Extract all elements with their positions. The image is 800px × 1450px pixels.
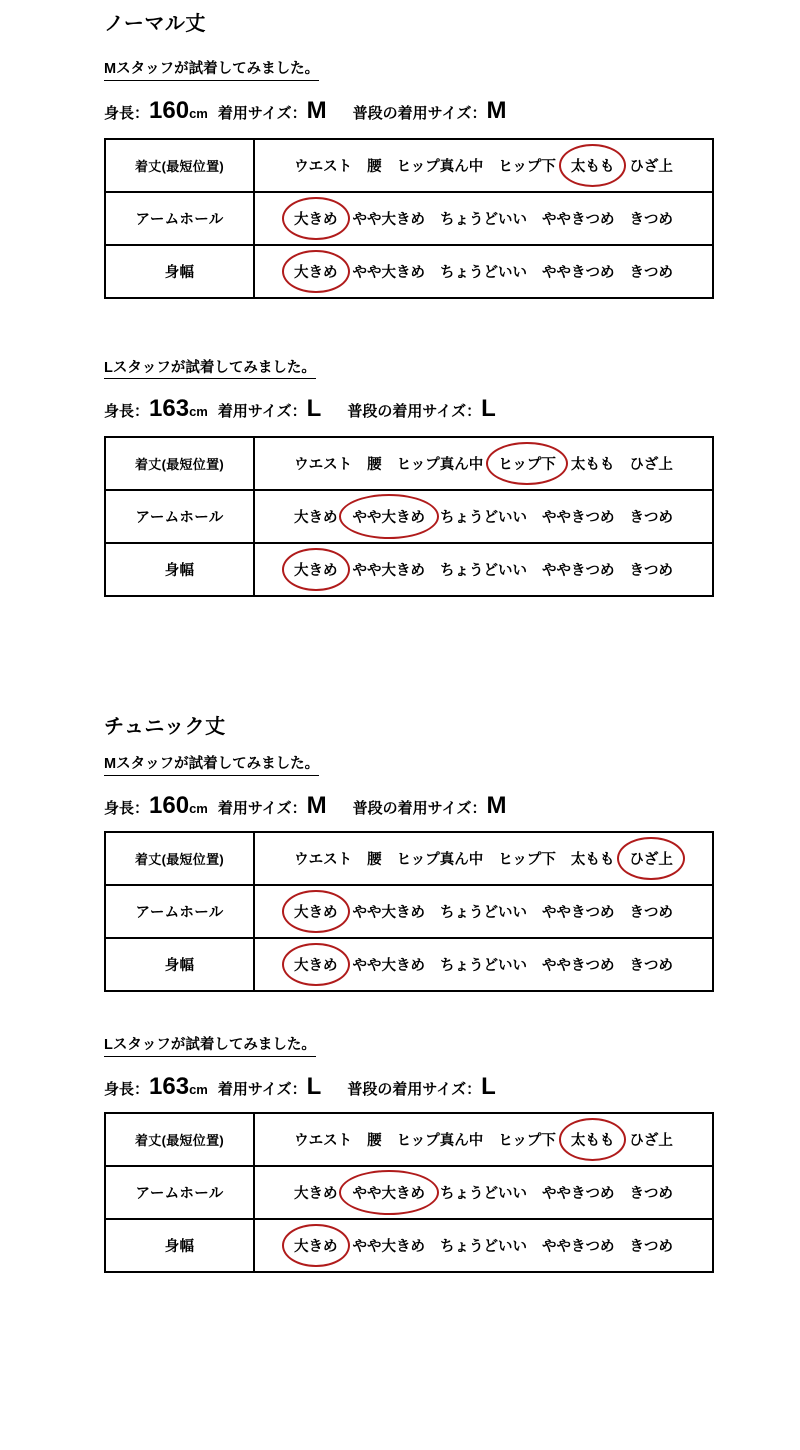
- option[interactable]: ウエスト: [294, 851, 353, 868]
- height-value: 160: [149, 792, 190, 820]
- option[interactable]: ウエスト: [294, 158, 353, 175]
- table-row: [105, 1219, 713, 1272]
- usual-size-value: M: [486, 96, 507, 124]
- option[interactable]: やや大きめ: [352, 904, 425, 921]
- option[interactable]: やや大きめ: [352, 1238, 425, 1255]
- option[interactable]: きつめ: [629, 563, 673, 580]
- fit-table: [104, 1112, 714, 1273]
- table-row: [105, 543, 713, 596]
- section-title: チュニック丈: [104, 716, 226, 739]
- section-title: ノーマル丈: [104, 13, 206, 35]
- table-row: [105, 192, 713, 245]
- height-label: 身長：: [104, 403, 150, 421]
- height-value: 163: [149, 1072, 190, 1100]
- height-unit: cm: [189, 404, 208, 420]
- worn-size-label: 着用サイズ：: [217, 403, 307, 421]
- option[interactable]: 腰: [367, 158, 382, 175]
- option[interactable]: ややきつめ: [542, 563, 615, 580]
- option[interactable]: ヒップ真ん中: [396, 1132, 484, 1149]
- row-options: [254, 885, 713, 938]
- option-selected[interactable]: 太もも: [568, 153, 618, 178]
- option[interactable]: やや大きめ: [352, 957, 425, 974]
- spec-line: [104, 97, 800, 126]
- section-gap: [0, 597, 800, 671]
- option[interactable]: 大きめ: [294, 510, 338, 527]
- height-label: 身長：: [104, 800, 150, 818]
- option[interactable]: ややきつめ: [542, 510, 615, 527]
- staff-heading: Mスタッフが試着してみました。: [104, 755, 319, 776]
- option[interactable]: ややきつめ: [542, 1238, 615, 1255]
- option[interactable]: きつめ: [629, 957, 673, 974]
- option[interactable]: ヒップ下: [498, 851, 556, 868]
- spec-line: [104, 1073, 800, 1102]
- option[interactable]: 腰: [367, 457, 382, 474]
- usual-size-label: 普段の着用サイズ：: [352, 104, 487, 122]
- option[interactable]: ひざ上: [629, 457, 673, 474]
- option-selected[interactable]: ひざ上: [626, 846, 676, 871]
- table-row: [105, 245, 713, 298]
- section-tunic-length: [0, 715, 800, 1272]
- option[interactable]: 腰: [367, 851, 382, 868]
- option[interactable]: ちょうどいい: [440, 563, 527, 580]
- option[interactable]: ちょうどいい: [440, 1185, 527, 1202]
- row-label: 着丈(最短位置): [105, 832, 254, 885]
- table-row: [105, 490, 713, 543]
- worn-size-value: L: [306, 395, 322, 423]
- row-options: [254, 139, 713, 192]
- option[interactable]: きつめ: [629, 1185, 673, 1202]
- option[interactable]: きつめ: [629, 264, 673, 281]
- option[interactable]: やや大きめ: [352, 211, 425, 228]
- height-unit: cm: [189, 801, 208, 817]
- row-label: 着丈(最短位置): [105, 139, 254, 192]
- option[interactable]: ややきつめ: [542, 211, 615, 228]
- option[interactable]: ヒップ下: [498, 1132, 556, 1149]
- usual-size-value: M: [486, 792, 507, 820]
- option[interactable]: ややきつめ: [542, 904, 615, 921]
- option[interactable]: きつめ: [629, 1238, 673, 1255]
- row-options: [254, 192, 713, 245]
- height-value: 163: [149, 395, 190, 423]
- option[interactable]: ややきつめ: [542, 1185, 615, 1202]
- option[interactable]: ちょうどいい: [440, 510, 527, 527]
- table-row: [105, 832, 713, 885]
- height-unit: cm: [189, 105, 208, 121]
- usual-size-label: 普段の着用サイズ：: [347, 1080, 482, 1098]
- option-selected[interactable]: ヒップ下: [495, 451, 559, 476]
- usual-size-value: L: [481, 1072, 496, 1100]
- option[interactable]: 腰: [367, 1132, 382, 1149]
- height-label: 身長：: [104, 104, 150, 122]
- row-label: アームホール: [105, 885, 254, 938]
- option[interactable]: やや大きめ: [352, 563, 425, 580]
- top-spacer: [0, 0, 800, 12]
- usual-size-label: 普段の着用サイズ：: [347, 403, 482, 421]
- option[interactable]: きつめ: [629, 510, 673, 527]
- fit-table: [104, 138, 714, 299]
- fit-table: [104, 436, 714, 597]
- table-row: [105, 139, 713, 192]
- row-label: 身幅: [105, 543, 254, 596]
- option[interactable]: ウエスト: [294, 1132, 353, 1149]
- option[interactable]: ひざ上: [629, 1132, 673, 1149]
- option[interactable]: やや大きめ: [352, 264, 425, 281]
- worn-size-label: 着用サイズ：: [217, 800, 307, 818]
- row-options: [254, 437, 713, 490]
- staff-heading-wrap: [104, 359, 800, 380]
- height-value: 160: [149, 96, 190, 124]
- table-row: [105, 1113, 713, 1166]
- table-row: [105, 1166, 713, 1219]
- option-selected[interactable]: 大きめ: [291, 952, 341, 977]
- row-options: [254, 1113, 713, 1166]
- option[interactable]: 太もも: [570, 851, 615, 868]
- option[interactable]: ヒップ真ん中: [396, 158, 484, 175]
- staff-heading-wrap: [104, 60, 800, 81]
- staff-heading-wrap: [104, 755, 800, 776]
- option-selected[interactable]: やや大きめ: [350, 504, 429, 529]
- option[interactable]: ややきつめ: [542, 264, 615, 281]
- option-selected[interactable]: 大きめ: [291, 557, 341, 582]
- option-selected[interactable]: 大きめ: [291, 899, 341, 924]
- option[interactable]: きつめ: [629, 211, 673, 228]
- option[interactable]: ちょうどいい: [440, 264, 527, 281]
- usual-size-label: 普段の着用サイズ：: [352, 800, 487, 818]
- worn-size-value: L: [306, 1072, 322, 1100]
- option[interactable]: ちょうどいい: [440, 904, 527, 921]
- option[interactable]: 大きめ: [294, 1185, 338, 1202]
- option[interactable]: ひざ上: [629, 158, 673, 175]
- spec-line: [104, 792, 800, 821]
- usual-size-value: L: [481, 395, 496, 423]
- row-label: 着丈(最短位置): [105, 437, 254, 490]
- height-unit: cm: [189, 1081, 208, 1097]
- table-row: [105, 885, 713, 938]
- option[interactable]: ヒップ真ん中: [396, 457, 484, 474]
- fit-table: [104, 831, 714, 992]
- option[interactable]: きつめ: [629, 904, 673, 921]
- height-label: 身長：: [104, 1080, 150, 1098]
- row-label: アームホール: [105, 490, 254, 543]
- row-label: アームホール: [105, 1166, 254, 1219]
- row-options: [254, 832, 713, 885]
- row-label: 着丈(最短位置): [105, 1113, 254, 1166]
- worn-size-label: 着用サイズ：: [217, 1080, 307, 1098]
- worn-size-value: M: [306, 792, 327, 820]
- worn-size-value: M: [306, 96, 327, 124]
- staff-heading: Lスタッフが試着してみました。: [104, 1036, 316, 1057]
- row-options: [254, 1219, 713, 1272]
- table-row: [105, 437, 713, 490]
- staff-heading: Lスタッフが試着してみました。: [104, 359, 316, 380]
- option[interactable]: ややきつめ: [542, 957, 615, 974]
- row-label: 身幅: [105, 938, 254, 991]
- option-selected[interactable]: やや大きめ: [350, 1180, 429, 1205]
- option[interactable]: ヒップ下: [498, 158, 556, 175]
- row-label: 身幅: [105, 1219, 254, 1272]
- worn-size-label: 着用サイズ：: [217, 104, 307, 122]
- row-options: [254, 543, 713, 596]
- row-options: [254, 1166, 713, 1219]
- spec-line: [104, 395, 800, 424]
- option[interactable]: 太もも: [570, 457, 615, 474]
- staff-heading-wrap: [104, 1036, 800, 1057]
- option-selected[interactable]: 大きめ: [291, 206, 341, 231]
- row-label: アームホール: [105, 192, 254, 245]
- option[interactable]: ウエスト: [294, 457, 353, 474]
- option[interactable]: ちょうどいい: [440, 1238, 527, 1255]
- option-selected[interactable]: 大きめ: [291, 1233, 341, 1258]
- option[interactable]: ちょうどいい: [440, 211, 527, 228]
- row-options: [254, 938, 713, 991]
- option[interactable]: ヒップ真ん中: [396, 851, 484, 868]
- section-normal-length: [0, 12, 800, 597]
- row-options: [254, 245, 713, 298]
- option-selected[interactable]: 大きめ: [291, 259, 341, 284]
- option-selected[interactable]: 太もも: [568, 1127, 618, 1152]
- row-label: 身幅: [105, 245, 254, 298]
- option[interactable]: ちょうどいい: [440, 957, 527, 974]
- staff-heading: Mスタッフが試着してみました。: [104, 60, 319, 81]
- table-row: [105, 938, 713, 991]
- row-options: [254, 490, 713, 543]
